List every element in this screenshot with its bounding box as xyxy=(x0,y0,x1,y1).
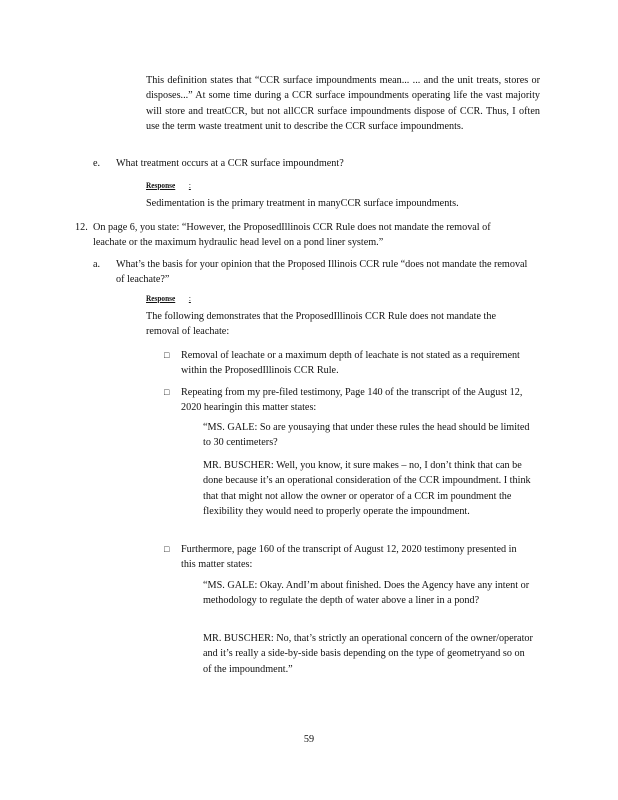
item-12-text: On page 6, you state: “However, the ProposedIllinois CCR Rule does not mandate the removal of leachate or the maximum hydraulic head level on a pond liner system.” xyxy=(93,222,491,249)
quote-2-buscher: MR. BUSCHER: No, that’s strictly an operational concern of the owner/operator and it’s really a side-by-side basis depending on the type of geometryand so on of the impoundment.” xyxy=(203,633,533,675)
item-e-answer: Sedimentation is the primary treatment in manyCCR surface impoundments. xyxy=(146,198,459,209)
item-a-response-label: Response : xyxy=(146,293,191,303)
item-a-marker: a. xyxy=(93,259,101,270)
checkbox-bullet-icon: □ xyxy=(164,387,170,397)
item-12-marker: 12. xyxy=(75,222,88,233)
item-a-answer: The following demonstrates that the ProposedIllinois CCR Rule does not mandate the removal of leachate: xyxy=(146,311,497,338)
bullet-1-text: Removal of leachate or a maximum depth of leachate is not stated as a requirement within the ProposedIllinois CCR Rule. xyxy=(181,350,520,377)
checkbox-bullet-icon: □ xyxy=(164,544,170,554)
bullet-3-text: Furthermore, page 160 of the transcript of August 12, 2020 testimony presented in this matter states: xyxy=(181,544,517,571)
checkbox-bullet-icon: □ xyxy=(164,350,170,360)
quote-1-buscher: MR. BUSCHER: Well, you know, it sure makes – no, I don’t think that can be done because it’s an operational consideration of the CCR impoundment. I think that that might not allow the owner or operator of a CCR im poundment the flexibility they would need to properly operate the impoundment. xyxy=(203,460,531,518)
item-a-question: What’s the basis for your opinion that the Proposed Illinois CCR rule “does not mandate the removal of leachate?” xyxy=(116,259,528,286)
quote-1-gale: “MS. GALE: So are yousaying that under these rules the head should be limited to 30 centimeters? xyxy=(203,422,530,449)
page-number: 59 xyxy=(303,734,315,745)
quote-2-gale: “MS. GALE: Okay. AndI’m about finished. Does the Agency have any intent or methodology to regulate the depth of water above a liner in a pond? xyxy=(203,580,530,607)
definition-paragraph: This definition states that “CCR surface impoundments mean... ... and the unit treats, stores or disposes...” At some time during a CCR surface impoundments operating life the vast majority will store and treatCCR, but not allCCR surface impoundments dispose of CCR. Thus, I often use the term waste treatment unit to describe the CCR surface impoundments. xyxy=(146,75,540,133)
bullet-2-text: Repeating from my pre-filed testimony, Page 140 of the transcript of the August 12, 2020 hearingin this matter states: xyxy=(181,387,523,414)
item-e-marker: e. xyxy=(93,158,101,169)
item-e-response-label: Response : xyxy=(146,180,191,190)
item-e-question: What treatment occurs at a CCR surface impoundment? xyxy=(116,158,344,169)
